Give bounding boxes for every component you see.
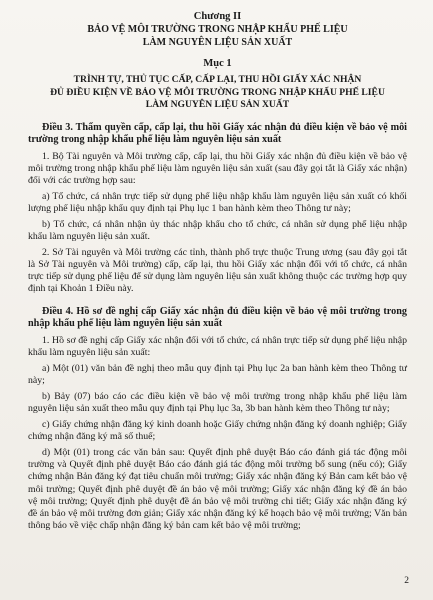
- article-3-clause-1a: a) Tổ chức, cá nhân trực tiếp sử dụng phế liệu nhập khẩu làm nguyên liệu sản xuất có khối lượng phế liệu nhập khẩu quy định tại Phụ lục 1 ban hành kèm theo Thông tư này;: [28, 190, 407, 214]
- chapter-title-line1: BẢO VỆ MÔI TRƯỜNG TRONG NHẬP KHẨU PHẾ LIỆU: [87, 24, 348, 35]
- section-label: Mục 1: [203, 58, 232, 69]
- chapter-title-line2: LÀM NGUYÊN LIỆU SẢN XUẤT: [142, 37, 293, 48]
- article-4-clause-1d: d) Một (01) trong các văn bản sau: Quyết định phê duyệt Báo cáo đánh giá tác động môi trường và Quyết định phê duyệt Báo cáo đánh giá tác động môi trường bổ sung (nếu có); Giấy chứng nhận Bản đăng ký đạt tiêu chuẩn môi trường; Giấy xác nhận đăng ký Bản cam kết bảo vệ môi trường; Quyết định phê duyệt đề án bảo vệ môi trường; Giấy xác nhận đăng ký đề án bảo vệ môi trường; Quyết định phê duyệt đề án bảo vệ môi trường chi tiết; Giấy xác nhận đăng ký đề án bảo vệ môi trường đơn giản; Giấy xác nhận đăng ký kế hoạch bảo vệ môi trường; Văn bản thông báo về việc chấp nhận đăng ký bản cam kết bảo vệ môi trường;: [28, 447, 407, 531]
- article-4-clause-1b: b) Bảy (07) báo cáo các điều kiện về bảo vệ môi trường trong nhập khẩu phế liệu làm nguyên liệu sản xuất theo mẫu quy định tại Phụ lục 3a, 3b ban hành kèm theo Thông tư này;: [28, 390, 407, 414]
- article-4-clause-1c: c) Giấy chứng nhận đăng ký kinh doanh hoặc Giấy chứng nhận đăng ký doanh nghiệp; Giấy chứng nhận đăng ký mã số thuế;: [28, 419, 407, 443]
- section-title-line2: ĐỦ ĐIỀU KIỆN VỀ BẢO VỆ MÔI TRƯỜNG TRONG NHẬP KHẨU PHẾ LIỆU: [50, 86, 385, 98]
- article-4-clause-1: 1. Hồ sơ đề nghị cấp Giấy xác nhận đối với tổ chức, cá nhân trực tiếp sử dụng phế liệu nhập khẩu làm nguyên liệu sản xuất:: [28, 334, 407, 358]
- chapter-label: Chương II: [193, 11, 242, 22]
- article-3-clause-2: 2. Sở Tài nguyên và Môi trường các tỉnh, thành phố trực thuộc Trung ương (sau đây gọi tắt là Sở Tài nguyên và Môi trường) cấp, cấp lại, thu hồi Giấy xác nhận đối với tổ chức, cá nhân trực tiếp sử dụng phế liệu để sử dụng làm nguyên liệu sản xuất không thuộc các trường hợp quy định tại Khoản 1 Điều này.: [28, 247, 407, 295]
- article-3-clause-1b: b) Tổ chức, cá nhân nhận ủy thác nhập khẩu cho tổ chức, cá nhân sử dụng phế liệu nhập khẩu làm nguyên liệu sản xuất.: [28, 218, 407, 243]
- section-title-line3: LÀM NGUYÊN LIỆU SẢN XUẤT: [145, 99, 290, 110]
- article-4-clause-1a: a) Một (01) văn bản đề nghị theo mẫu quy định tại Phụ lục 2a ban hành kèm theo Thông tư này;: [28, 362, 407, 386]
- article-3-clause-1: 1. Bộ Tài nguyên và Môi trường cấp, cấp lại, thu hồi Giấy xác nhận đủ điều kiện về bảo vệ môi trường trong nhập khẩu phế liệu làm nguyên liệu sản xuất (sau đây gọi tắt là Giấy xác nhận) đối với các trường hợp sau:: [28, 150, 407, 186]
- article-3-title: Điều 3. Thẩm quyền cấp, cấp lại, thu hồi Giấy xác nhận đủ điều kiện về bảo vệ môi trường trong nhập khẩu phế liệu làm nguyên liệu sản xuất: [28, 121, 407, 145]
- section-title-line1: TRÌNH TỰ, THỦ TỤC CẤP, CẤP LẠI, THU HỒI GIẤY XÁC NHẬN: [73, 74, 362, 85]
- page-number: 2: [404, 576, 409, 586]
- article-4-title: Điều 4. Hồ sơ đề nghị cấp Giấy xác nhận đủ điều kiện về bảo vệ môi trường trong nhập khẩu phế liệu làm nguyên liệu sản xuất: [28, 305, 407, 330]
